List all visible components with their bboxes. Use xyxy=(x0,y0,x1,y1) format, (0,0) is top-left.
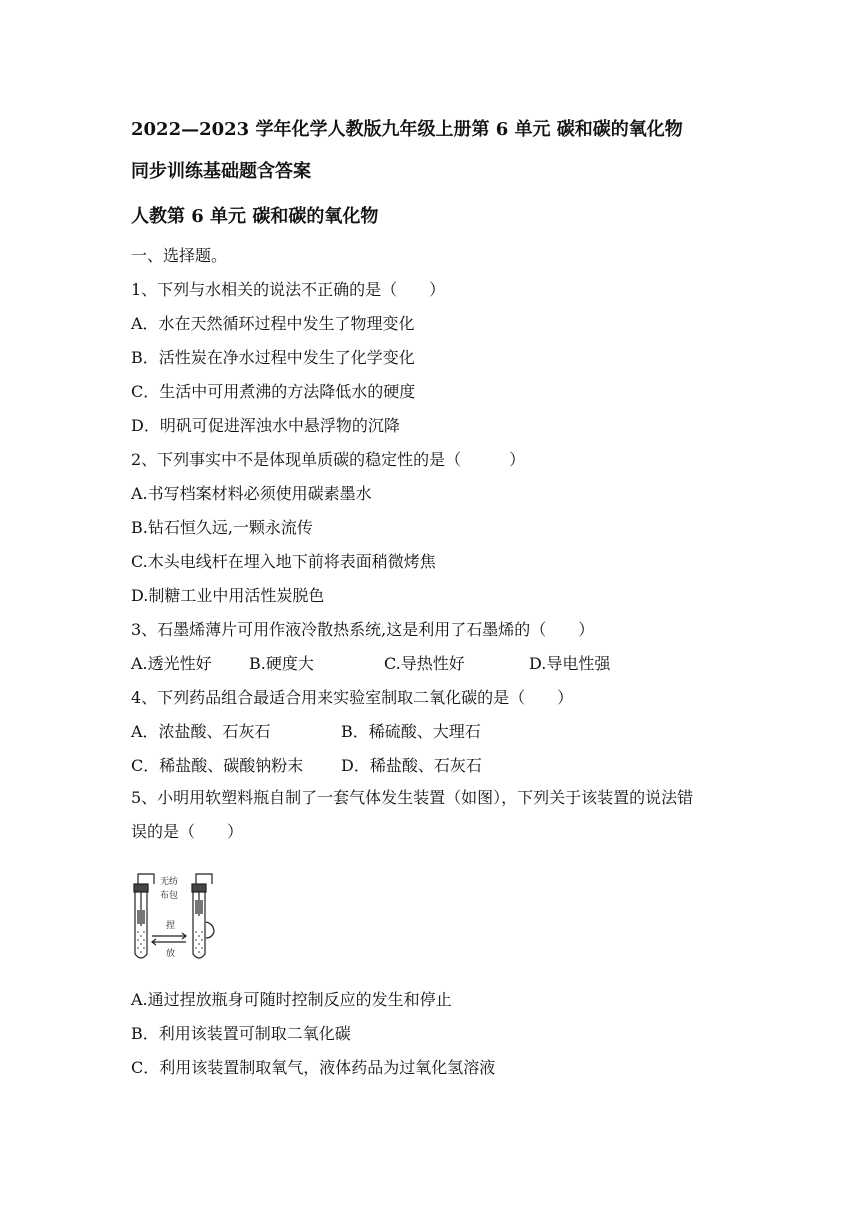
section-heading: 一、选择题。 xyxy=(131,246,228,265)
question-5-stem-line-2: 误的是（ ） xyxy=(131,822,244,841)
right-stopper xyxy=(192,884,206,892)
question-3-stem: 3、石墨烯薄片可用作液冷散热系统,这是利用了石墨烯的（ ） xyxy=(131,620,595,639)
question-3-option-b: B.硬度大 xyxy=(249,654,314,673)
question-2-option-b: B.钻石恒久远,一颗永流传 xyxy=(131,518,313,537)
question-3-option-c: C.导热性好 xyxy=(384,654,465,673)
question-4-option-a: A．浓盐酸、石灰石 xyxy=(131,722,271,741)
question-1-option-c: C．生活中可用煮沸的方法降低水的硬度 xyxy=(131,382,416,401)
question-2-stem: 2、下列事实中不是体现单质碳的稳定性的是（ ） xyxy=(131,450,526,469)
question-4-option-b: B．稀硫酸、大理石 xyxy=(341,722,481,741)
question-5-option-c: C．利用该装置制取氧气，液体药品为过氧化氢溶液 xyxy=(131,1058,496,1077)
question-2-option-c: C.木头电线杆在埋入地下前将表面稍微烤焦 xyxy=(131,552,436,571)
figure-label-2: 布包 xyxy=(160,891,179,901)
apparatus-figure xyxy=(128,866,220,966)
question-3-option-d: D.导电性强 xyxy=(529,654,611,673)
question-5-option-b: B．利用该装置可制取二氧化碳 xyxy=(131,1024,351,1043)
question-5-stem-line-1: 5、小明用软塑料瓶自制了一套气体发生装置（如图），下列关于该装置的说法错 xyxy=(131,788,694,807)
question-3-options xyxy=(131,654,731,674)
title-line-1: 2022—2023 学年化学人教版九年级上册第 6 单元 碳和碳的氧化物 xyxy=(131,119,683,140)
subtitle: 人教第 6 单元 碳和碳的氧化物 xyxy=(131,206,379,227)
question-4-option-c: C．稀盐酸、碳酸钠粉末 xyxy=(131,756,304,775)
question-4-options-row-1 xyxy=(131,722,731,742)
question-4-stem: 4、下列药品组合最适合用来实验室制取二氧化碳的是（ ） xyxy=(131,688,574,707)
question-1-option-b: B．活性炭在净水过程中发生了化学变化 xyxy=(131,348,415,367)
question-4-option-d: D．稀盐酸、石灰石 xyxy=(341,756,482,775)
figure-label-1: 无纺 xyxy=(160,877,179,887)
question-3-option-a: A.透光性好 xyxy=(131,654,212,673)
question-1-stem: 1、下列与水相关的说法不正确的是（ ） xyxy=(131,280,446,299)
question-1-option-a: A．水在天然循环过程中发生了物理变化 xyxy=(131,314,415,333)
question-2-option-a: A.书写档案材料必须使用碳素墨水 xyxy=(131,484,372,503)
left-stopper xyxy=(134,884,148,892)
question-1-option-d: D．明矾可促进浑浊水中悬浮物的沉降 xyxy=(131,416,400,435)
title-line-2: 同步训练基础题含答案 xyxy=(131,161,311,182)
question-2-option-d: D.制糖工业中用活性炭脱色 xyxy=(131,586,325,605)
question-5-option-a: A.通过捏放瓶身可随时控制反应的发生和停止 xyxy=(131,990,452,1009)
figure-label-squeeze: 捏 xyxy=(166,921,176,931)
gas-generator-diagram xyxy=(128,866,220,966)
figure-label-release: 放 xyxy=(166,949,176,959)
question-4-options-row-2 xyxy=(131,756,731,776)
hand-outline xyxy=(206,922,214,938)
